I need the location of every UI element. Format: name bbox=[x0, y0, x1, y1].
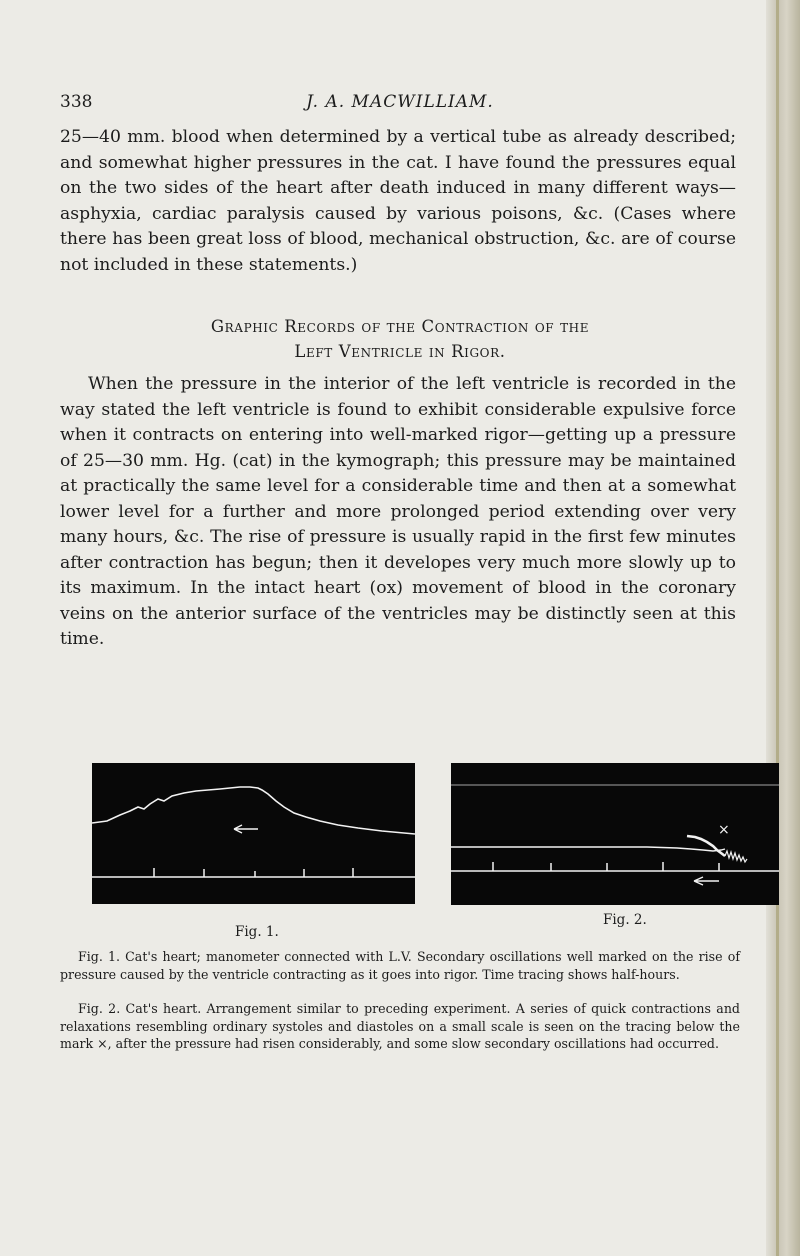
page-number: 338 bbox=[60, 92, 93, 112]
figure-2-arrow bbox=[694, 877, 719, 885]
paragraph-1 bbox=[60, 125, 736, 278]
figure-2-mark: × bbox=[718, 822, 730, 838]
section-heading-line-2: Left Ventricle in Rigor. bbox=[294, 342, 506, 361]
figure-1-caption bbox=[60, 948, 740, 983]
figure-2-rise-trace bbox=[687, 836, 725, 856]
figure-2-time-tracing bbox=[451, 862, 779, 871]
page-edge-binding bbox=[766, 0, 800, 1256]
figure-1-arrow bbox=[234, 825, 258, 833]
figure-2-svg bbox=[451, 763, 779, 905]
figure-2-caption-text: Fig. 2. Cat's heart. Arrangement similar to preceding experiment. A series of quick contractions and relaxations resembling ordinary systoles and diastoles on a small scale is seen on the tracing below the mark ×, after the pressure had risen considerably, and some slow secondary oscillations had occurred. bbox=[60, 1001, 740, 1051]
figure-2-tracing bbox=[451, 763, 779, 905]
section-heading bbox=[60, 314, 740, 364]
section-heading-line-1: Graphic Records of the Contraction of the bbox=[210, 317, 590, 336]
paragraph-2 bbox=[60, 372, 736, 653]
paragraph-1-text: 25—40 mm. blood when determined by a vertical tube as already described; and somewhat higher pressures in the cat. I have found the pressures equal on the two sides of the heart after death induced in many different ways—asphyxia, cardiac paralysis caused by various poisons, &c. (Cases where there has been great loss of blood, mechanical obstruction, &c. are of course not included in these statements.) bbox=[60, 127, 736, 275]
figure-1-caption-text: Fig. 1. Cat's heart; manometer connected with L.V. Secondary oscillations well marked on the rise of pressure caused by the ventricle contracting as it goes into rigor. Time tracing shows half-hours. bbox=[60, 949, 740, 982]
figure-1-label: Fig. 1. bbox=[235, 924, 279, 940]
running-head: J. A. MACWILLIAM. bbox=[306, 92, 494, 112]
figure-2-oscillations bbox=[725, 851, 747, 862]
figure-1-tracing bbox=[92, 763, 415, 904]
page-header bbox=[60, 92, 740, 116]
figure-2-label: Fig. 2. bbox=[603, 912, 647, 928]
paragraph-2-text: When the pressure in the interior of the left ventricle is recorded in the way stated the left ventricle is found to exhibit considerable expulsive force when it contracts on entering into well-marked rigor—getting up a pressure of 25—30 mm. Hg. (cat) in the kymograph; this pressure may be maintained at practically the same level for a considerable time and then at a somewhat lower level for a further and more prolonged period extending over very many hours, &c. The rise of pressure is usually rapid in the first few minutes after contraction has begun; then it developes very much more slowly up to its maximum. In the intact heart (ox) movement of blood in the coronary veins on the anterior surface of the ventricles may be distinctly seen at this time. bbox=[60, 374, 736, 649]
figure-2-pressure-trace bbox=[451, 847, 725, 851]
figure-2-caption bbox=[60, 1000, 740, 1053]
figure-1-pressure-trace bbox=[92, 787, 415, 834]
figure-1-svg bbox=[92, 763, 415, 904]
figure-1-time-tracing bbox=[92, 868, 415, 877]
